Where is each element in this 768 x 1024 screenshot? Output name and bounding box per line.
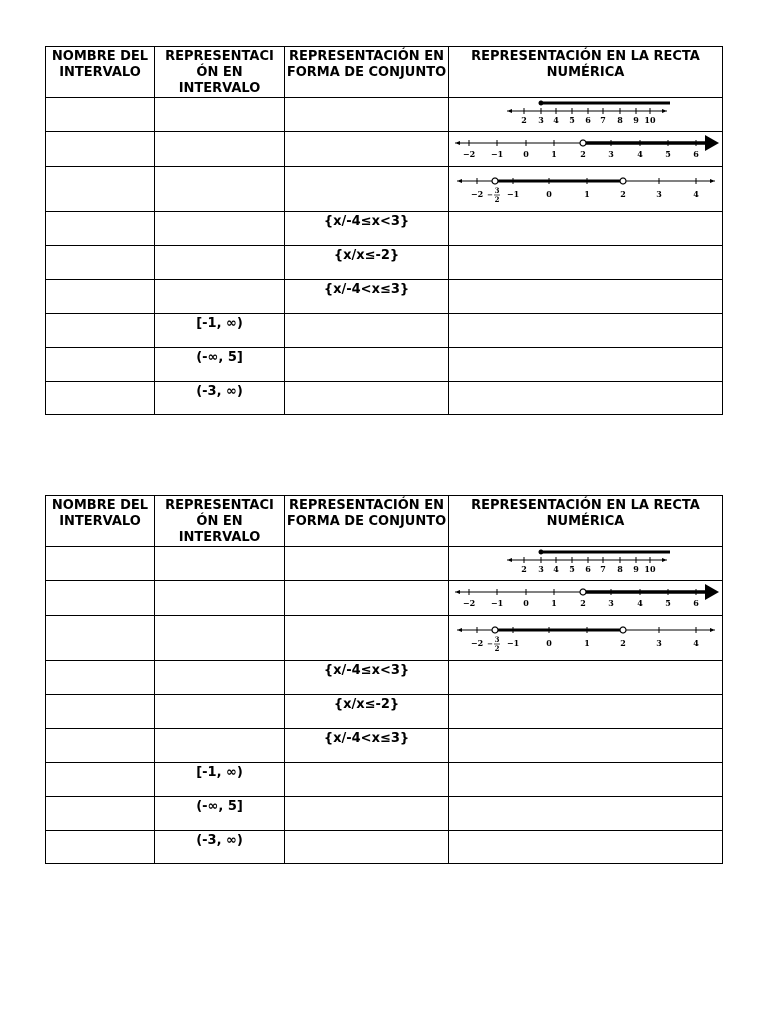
header-nombre: NOMBRE DEL INTERVALO (46, 496, 155, 547)
cell-nombre[interactable] (46, 246, 155, 280)
cell-recta[interactable] (449, 661, 723, 695)
tick-label: 3 (538, 564, 544, 574)
cell-conjunto[interactable] (285, 831, 449, 864)
tick-label: 2 (580, 149, 586, 159)
tick-label: 1 (584, 638, 590, 648)
cell-intervalo[interactable] (155, 132, 285, 167)
tick-label: 10 (644, 564, 656, 574)
cell-nombre[interactable] (46, 763, 155, 797)
cell-conjunto[interactable] (285, 382, 449, 415)
tick-label: 2 (521, 564, 527, 574)
tick-label: 2 (620, 189, 626, 199)
tick-label: 1 (551, 149, 557, 159)
cell-nombre[interactable] (46, 661, 155, 695)
tick-label: 5 (569, 564, 575, 574)
cell-nombre[interactable] (46, 280, 155, 314)
tick-label: 5 (569, 115, 575, 125)
tick-label: 2 (580, 598, 586, 608)
cell-nombre[interactable] (46, 167, 155, 212)
cell-conjunto[interactable] (285, 616, 449, 661)
cell-intervalo[interactable] (155, 661, 285, 695)
fraction-denominator: 2 (494, 644, 500, 653)
cell-conjunto[interactable]: {x/x≤-2} (285, 695, 449, 729)
number-line-1 (449, 547, 722, 580)
table-row (46, 797, 723, 831)
cell-intervalo[interactable]: (-3, ∞) (155, 382, 285, 415)
tick-label: 9 (633, 564, 639, 574)
tick-label: −1 (490, 149, 504, 159)
tick-label: −2 (470, 638, 484, 648)
tick-label: 6 (693, 149, 699, 159)
tick-label: 3 (608, 149, 614, 159)
cell-recta[interactable] (449, 763, 723, 797)
number-line-3 (449, 616, 722, 660)
table-row (46, 661, 723, 695)
tick-label: −2 (470, 189, 484, 199)
table-row (46, 314, 723, 348)
cell-nombre[interactable] (46, 695, 155, 729)
cell-recta[interactable] (449, 314, 723, 348)
cell-conjunto[interactable] (285, 763, 449, 797)
tick-label: 8 (617, 115, 623, 125)
table-row (46, 831, 723, 864)
cell-recta (449, 167, 723, 212)
cell-intervalo[interactable] (155, 547, 285, 581)
cell-recta[interactable] (449, 831, 723, 864)
tick-label: 4 (637, 149, 643, 159)
tick-label: 3 (656, 638, 662, 648)
cell-nombre[interactable] (46, 382, 155, 415)
cell-nombre[interactable] (46, 314, 155, 348)
tick-label: −2 (462, 598, 476, 608)
tick-label: 4 (693, 189, 699, 199)
cell-recta[interactable] (449, 212, 723, 246)
cell-conjunto[interactable]: {x/-4<x≤3} (285, 729, 449, 763)
header-row (46, 496, 723, 547)
tick-label: 7 (600, 564, 606, 574)
header-recta: REPRESENTACIÓN EN LA RECTA NUMÉRICA (449, 47, 723, 98)
cell-nombre[interactable] (46, 98, 155, 132)
tick-label: 10 (644, 115, 656, 125)
cell-intervalo[interactable] (155, 581, 285, 616)
cell-nombre[interactable] (46, 729, 155, 763)
cell-nombre[interactable] (46, 616, 155, 661)
tick-label: 6 (585, 564, 591, 574)
tick-label: 1 (551, 598, 557, 608)
tick-label: 3 (538, 115, 544, 125)
interval-table-2 (45, 495, 723, 864)
cell-recta (449, 581, 723, 616)
cell-intervalo[interactable] (155, 280, 285, 314)
header-conjunto: REPRESENTACIÓN EN FORMA DE CONJUNTO (285, 496, 449, 547)
cell-nombre[interactable] (46, 547, 155, 581)
table-row (46, 547, 723, 581)
table-row (46, 167, 723, 212)
table-row (46, 695, 723, 729)
table-row (46, 616, 723, 661)
table-row (46, 763, 723, 797)
cell-intervalo[interactable]: (-3, ∞) (155, 831, 285, 864)
cell-recta[interactable] (449, 695, 723, 729)
header-nombre: NOMBRE DEL INTERVALO (46, 47, 155, 98)
tick-label: 0 (546, 189, 552, 199)
table-row (46, 132, 723, 167)
number-line-2 (449, 581, 722, 615)
cell-intervalo[interactable]: (-∞, 5] (155, 797, 285, 831)
header-intervalo: REPRESENTACI ÓN EN INTERVALO (155, 47, 285, 98)
tick-label: 3 (608, 598, 614, 608)
cell-intervalo[interactable] (155, 212, 285, 246)
cell-recta[interactable] (449, 280, 723, 314)
tick-label: 0 (523, 598, 529, 608)
tick-label: 5 (665, 598, 671, 608)
cell-conjunto[interactable]: {x/-4≤x<3} (285, 661, 449, 695)
tick-label: 0 (523, 149, 529, 159)
tick-label: −1 (506, 189, 520, 199)
cell-conjunto[interactable] (285, 314, 449, 348)
cell-conjunto[interactable] (285, 547, 449, 581)
cell-conjunto[interactable] (285, 98, 449, 132)
table-row (46, 98, 723, 132)
cell-recta[interactable] (449, 348, 723, 382)
table-row (46, 382, 723, 415)
cell-recta (449, 132, 723, 167)
header-recta: REPRESENTACIÓN EN LA RECTA NUMÉRICA (449, 496, 723, 547)
fraction-numerator: 3 (494, 635, 500, 644)
cell-intervalo[interactable]: [-1, ∞) (155, 763, 285, 797)
cell-conjunto[interactable]: {x/x≤-2} (285, 246, 449, 280)
tick-label: 8 (617, 564, 623, 574)
cell-nombre[interactable] (46, 797, 155, 831)
cell-conjunto[interactable] (285, 581, 449, 616)
tick-label: −2 (462, 149, 476, 159)
cell-nombre[interactable] (46, 348, 155, 382)
tick-label: −1 (490, 598, 504, 608)
tick-label: 2 (521, 115, 527, 125)
cell-recta (449, 98, 723, 132)
cell-recta[interactable] (449, 246, 723, 280)
cell-recta (449, 616, 723, 661)
tick-label: −1 (506, 638, 520, 648)
header-conjunto: REPRESENTACIÓN EN FORMA DE CONJUNTO (285, 47, 449, 98)
cell-intervalo[interactable] (155, 695, 285, 729)
table-row (46, 729, 723, 763)
cell-intervalo[interactable]: [-1, ∞) (155, 314, 285, 348)
table-row (46, 212, 723, 246)
tick-label: 1 (584, 189, 590, 199)
cell-intervalo[interactable] (155, 616, 285, 661)
header-intervalo: REPRESENTACI ÓN EN INTERVALO (155, 496, 285, 547)
cell-conjunto[interactable] (285, 167, 449, 212)
cell-nombre[interactable] (46, 212, 155, 246)
tick-label: 4 (553, 115, 559, 125)
cell-conjunto[interactable]: {x/-4≤x<3} (285, 212, 449, 246)
cell-conjunto[interactable] (285, 797, 449, 831)
table-row (46, 581, 723, 616)
cell-intervalo[interactable] (155, 167, 285, 212)
tick-label: 4 (693, 638, 699, 648)
table-row (46, 280, 723, 314)
tick-label: 2 (620, 638, 626, 648)
tick-label: 6 (693, 598, 699, 608)
header-row (46, 47, 723, 98)
cell-intervalo[interactable] (155, 246, 285, 280)
number-line-2 (449, 132, 722, 166)
cell-nombre[interactable] (46, 581, 155, 616)
tick-label: 9 (633, 115, 639, 125)
fraction-sign: − (487, 190, 493, 199)
number-line-1 (449, 98, 722, 131)
interval-table-1 (45, 46, 723, 415)
cell-intervalo[interactable]: (-∞, 5] (155, 348, 285, 382)
cell-conjunto[interactable]: {x/-4<x≤3} (285, 280, 449, 314)
tick-label: 3 (656, 189, 662, 199)
fraction-numerator: 3 (494, 186, 500, 195)
cell-conjunto[interactable] (285, 348, 449, 382)
table-row (46, 348, 723, 382)
cell-conjunto[interactable] (285, 132, 449, 167)
tick-label: 6 (585, 115, 591, 125)
number-line-3 (449, 167, 722, 211)
cell-recta[interactable] (449, 382, 723, 415)
tick-label: 5 (665, 149, 671, 159)
table-row (46, 246, 723, 280)
tick-label: 4 (553, 564, 559, 574)
tick-label: 7 (600, 115, 606, 125)
cell-recta[interactable] (449, 797, 723, 831)
cell-intervalo[interactable] (155, 98, 285, 132)
cell-nombre[interactable] (46, 132, 155, 167)
cell-intervalo[interactable] (155, 729, 285, 763)
tick-label: 4 (637, 598, 643, 608)
cell-nombre[interactable] (46, 831, 155, 864)
cell-recta (449, 547, 723, 581)
fraction-denominator: 2 (494, 195, 500, 204)
fraction-sign: − (487, 639, 493, 648)
tick-label: 0 (546, 638, 552, 648)
cell-recta[interactable] (449, 729, 723, 763)
